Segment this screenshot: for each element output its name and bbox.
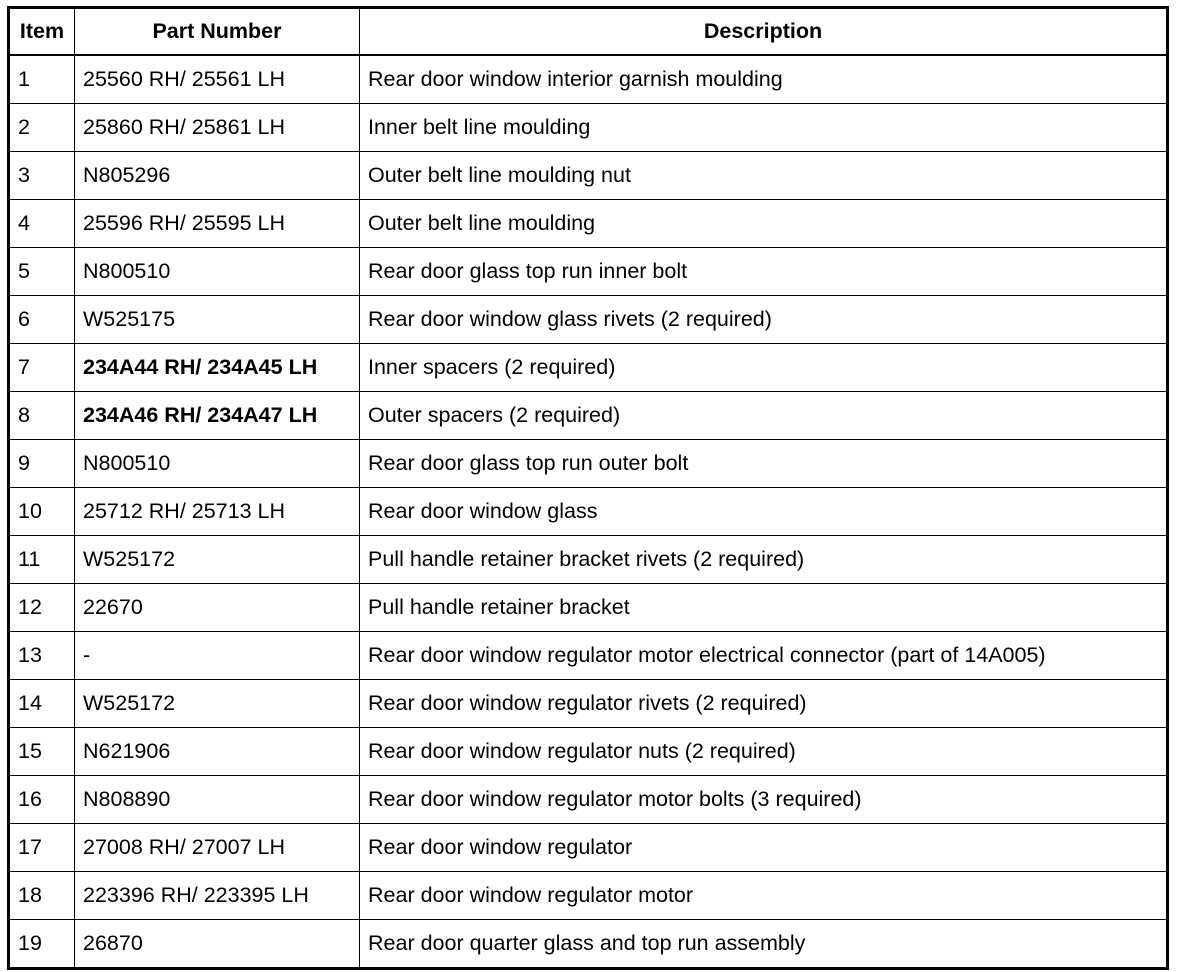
table-row bbox=[9, 104, 1168, 152]
part-number-cell: 27008 RH/ 27007 LH bbox=[75, 824, 360, 872]
description-cell: Rear door glass top run outer bolt bbox=[360, 440, 1168, 488]
part-number-cell: N808890 bbox=[75, 776, 360, 824]
description-cell: Inner belt line moulding bbox=[360, 104, 1168, 152]
part-number-cell: W525172 bbox=[75, 680, 360, 728]
description-cell: Pull handle retainer bracket bbox=[360, 584, 1168, 632]
description-cell: Rear door window regulator nuts (2 required) bbox=[360, 728, 1168, 776]
item-cell: 3 bbox=[9, 152, 75, 200]
item-cell: 11 bbox=[9, 536, 75, 584]
table-row bbox=[9, 584, 1168, 632]
item-cell: 2 bbox=[9, 104, 75, 152]
part-number-cell: N621906 bbox=[75, 728, 360, 776]
item-cell: 12 bbox=[9, 584, 75, 632]
part-number-cell: 234A46 RH/ 234A47 LH bbox=[75, 392, 360, 440]
part-number-cell: N805296 bbox=[75, 152, 360, 200]
header-description: Description bbox=[360, 8, 1168, 56]
table-row bbox=[9, 872, 1168, 920]
item-cell: 7 bbox=[9, 344, 75, 392]
header-row bbox=[9, 8, 1168, 56]
table-row bbox=[9, 200, 1168, 248]
description-cell: Outer belt line moulding nut bbox=[360, 152, 1168, 200]
item-cell: 9 bbox=[9, 440, 75, 488]
part-number-cell: 25596 RH/ 25595 LH bbox=[75, 200, 360, 248]
item-cell: 10 bbox=[9, 488, 75, 536]
description-cell: Rear door window regulator motor electrical connector (part of 14A005) bbox=[360, 632, 1168, 680]
table-row bbox=[9, 536, 1168, 584]
table-row bbox=[9, 920, 1168, 969]
table-row bbox=[9, 296, 1168, 344]
header-part-number: Part Number bbox=[75, 8, 360, 56]
part-number-cell: W525175 bbox=[75, 296, 360, 344]
item-cell: 16 bbox=[9, 776, 75, 824]
table-header bbox=[9, 8, 1168, 56]
description-cell: Pull handle retainer bracket rivets (2 required) bbox=[360, 536, 1168, 584]
description-cell: Rear door window interior garnish moulding bbox=[360, 55, 1168, 104]
part-number-cell: N800510 bbox=[75, 248, 360, 296]
item-cell: 4 bbox=[9, 200, 75, 248]
item-cell: 18 bbox=[9, 872, 75, 920]
item-cell: 15 bbox=[9, 728, 75, 776]
description-cell: Outer belt line moulding bbox=[360, 200, 1168, 248]
part-number-cell: 22670 bbox=[75, 584, 360, 632]
item-cell: 14 bbox=[9, 680, 75, 728]
table-row bbox=[9, 55, 1168, 104]
description-cell: Rear door window glass bbox=[360, 488, 1168, 536]
description-cell: Outer spacers (2 required) bbox=[360, 392, 1168, 440]
description-cell: Rear door glass top run inner bolt bbox=[360, 248, 1168, 296]
table-row bbox=[9, 680, 1168, 728]
description-cell: Rear door window regulator motor bolts (3 required) bbox=[360, 776, 1168, 824]
part-number-cell: - bbox=[75, 632, 360, 680]
table-row bbox=[9, 344, 1168, 392]
item-cell: 17 bbox=[9, 824, 75, 872]
parts-table bbox=[7, 6, 1169, 970]
part-number-cell: 25860 RH/ 25861 LH bbox=[75, 104, 360, 152]
table-row bbox=[9, 776, 1168, 824]
part-number-cell: 25560 RH/ 25561 LH bbox=[75, 55, 360, 104]
item-cell: 1 bbox=[9, 55, 75, 104]
part-number-cell: N800510 bbox=[75, 440, 360, 488]
header-item: Item bbox=[9, 8, 75, 56]
description-cell: Rear door quarter glass and top run assembly bbox=[360, 920, 1168, 969]
part-number-cell: W525172 bbox=[75, 536, 360, 584]
part-number-cell: 26870 bbox=[75, 920, 360, 969]
part-number-cell: 25712 RH/ 25713 LH bbox=[75, 488, 360, 536]
description-cell: Rear door window glass rivets (2 required) bbox=[360, 296, 1168, 344]
item-cell: 8 bbox=[9, 392, 75, 440]
table-row bbox=[9, 392, 1168, 440]
part-number-cell: 223396 RH/ 223395 LH bbox=[75, 872, 360, 920]
description-cell: Rear door window regulator motor bbox=[360, 872, 1168, 920]
description-cell: Inner spacers (2 required) bbox=[360, 344, 1168, 392]
table-row bbox=[9, 728, 1168, 776]
item-cell: 5 bbox=[9, 248, 75, 296]
table-row bbox=[9, 440, 1168, 488]
table-row bbox=[9, 824, 1168, 872]
item-cell: 19 bbox=[9, 920, 75, 969]
part-number-cell: 234A44 RH/ 234A45 LH bbox=[75, 344, 360, 392]
table-row bbox=[9, 248, 1168, 296]
description-cell: Rear door window regulator rivets (2 required) bbox=[360, 680, 1168, 728]
table-row bbox=[9, 152, 1168, 200]
table-row bbox=[9, 488, 1168, 536]
table-row bbox=[9, 632, 1168, 680]
description-cell: Rear door window regulator bbox=[360, 824, 1168, 872]
item-cell: 6 bbox=[9, 296, 75, 344]
item-cell: 13 bbox=[9, 632, 75, 680]
table-body bbox=[9, 55, 1168, 969]
